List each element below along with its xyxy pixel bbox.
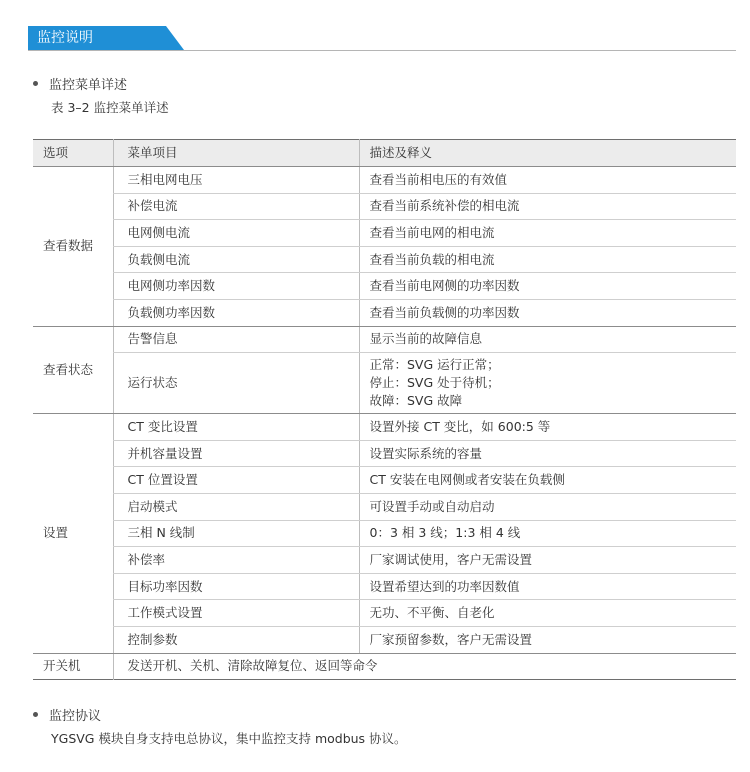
option-cell: 查看状态 xyxy=(33,326,113,414)
desc-line: 0：3 相 3 线；1:3 相 4 线 xyxy=(369,525,521,541)
section-header xyxy=(0,26,750,52)
menu-cell: 运行状态 xyxy=(113,353,359,414)
desc-cell xyxy=(359,299,736,326)
desc-line: 厂家调试使用，客户无需设置 xyxy=(369,551,533,567)
menu-cell: 补偿电流 xyxy=(113,193,359,220)
desc-line: 查看当前相电压的有效值 xyxy=(369,171,508,187)
menu-cell: 电网侧电流 xyxy=(113,220,359,247)
desc-cell xyxy=(359,353,736,414)
desc-cell xyxy=(359,493,736,520)
menu-cell: 负载侧电流 xyxy=(113,246,359,273)
table-row xyxy=(33,353,736,414)
menu-cell: 目标功率因数 xyxy=(113,573,359,600)
table-row xyxy=(33,167,736,194)
desc-cell xyxy=(359,440,736,467)
bullet-dot-icon xyxy=(33,81,38,86)
desc-line: 正常：SVG 运行正常； xyxy=(369,357,500,373)
desc-cell xyxy=(359,167,736,194)
desc-line: 查看当前负载侧的功率因数 xyxy=(369,304,520,320)
header-menu: 菜单项目 xyxy=(113,140,359,167)
desc-cell xyxy=(359,326,736,353)
menu-detail-table xyxy=(33,139,736,680)
menu-cell: 三相 N 线制 xyxy=(113,520,359,547)
desc-line: 无功、不平衡、自老化 xyxy=(369,605,495,621)
desc-line: 故障：SVG 故障 xyxy=(369,393,463,409)
desc-cell xyxy=(359,220,736,247)
desc-cell xyxy=(359,573,736,600)
table-row xyxy=(33,493,736,520)
desc-cell xyxy=(359,467,736,494)
table-row xyxy=(33,414,736,441)
protocol-text: YGSVG 模块自身支持电总协议，集中监控支持 modbus 协议。 xyxy=(51,731,407,746)
table-row xyxy=(33,246,736,273)
menu-cell: 启动模式 xyxy=(113,493,359,520)
table-row xyxy=(33,600,736,627)
table-header-row xyxy=(33,140,736,167)
menu-cell: CT 变比设置 xyxy=(113,414,359,441)
menu-cell: 工作模式设置 xyxy=(113,600,359,627)
menu-cell: 补偿率 xyxy=(113,547,359,574)
menu-detail-heading: 监控菜单详述 xyxy=(49,78,128,93)
table-row xyxy=(33,467,736,494)
desc-line: 设置实际系统的容量 xyxy=(369,445,483,461)
desc-cell xyxy=(359,246,736,273)
table-row xyxy=(33,626,736,653)
table-row xyxy=(33,326,736,353)
table-row xyxy=(33,220,736,247)
desc-line: 查看当前负载的相电流 xyxy=(369,251,495,267)
table-row xyxy=(33,299,736,326)
desc-line: CT 安装在电网侧或者安装在负载侧 xyxy=(369,472,565,488)
table-row xyxy=(33,653,736,680)
menu-cell: 电网侧功率因数 xyxy=(113,273,359,300)
header-desc: 描述及释义 xyxy=(359,140,736,167)
desc-line: 查看当前电网的相电流 xyxy=(369,224,495,240)
desc-line: 查看当前系统补偿的相电流 xyxy=(369,198,520,214)
menu-detail-bullet xyxy=(33,78,127,94)
switch-desc-cell: 发送开机、关机、清除故障复位、返回等命令 xyxy=(113,653,736,680)
table-caption: 表 3–2 监控菜单详述 xyxy=(51,100,169,115)
option-cell: 查看数据 xyxy=(33,167,113,327)
desc-cell xyxy=(359,520,736,547)
option-cell: 开关机 xyxy=(43,658,81,674)
menu-cell: 控制参数 xyxy=(113,626,359,653)
table-row xyxy=(33,273,736,300)
section-title: 监控说明 xyxy=(37,30,93,46)
protocol-heading: 监控协议 xyxy=(49,709,102,724)
header-divider xyxy=(28,50,736,51)
desc-line: 可设置手动或自动启动 xyxy=(369,498,495,514)
menu-cell: 并机容量设置 xyxy=(113,440,359,467)
desc-cell xyxy=(359,193,736,220)
header-option: 选项 xyxy=(33,140,113,167)
option-cell: 设置 xyxy=(33,414,113,653)
desc-cell xyxy=(359,273,736,300)
table-row xyxy=(33,547,736,574)
desc-cell xyxy=(359,600,736,627)
desc-cell xyxy=(359,414,736,441)
desc-cell xyxy=(359,626,736,653)
table-row xyxy=(33,520,736,547)
table-row xyxy=(33,573,736,600)
menu-cell: 告警信息 xyxy=(113,326,359,353)
table-row xyxy=(33,193,736,220)
menu-cell: CT 位置设置 xyxy=(113,467,359,494)
desc-cell xyxy=(359,547,736,574)
desc-line: 查看当前电网侧的功率因数 xyxy=(369,278,520,294)
menu-cell: 三相电网电压 xyxy=(113,167,359,194)
desc-line: 设置外接 CT 变比，如 600:5 等 xyxy=(369,418,551,434)
table-row xyxy=(33,440,736,467)
desc-line: 停止：SVG 处于待机； xyxy=(369,375,500,391)
desc-line: 厂家预留参数，客户无需设置 xyxy=(369,631,533,647)
protocol-bullet xyxy=(33,709,101,725)
bullet-dot-icon xyxy=(33,712,38,717)
desc-line: 显示当前的故障信息 xyxy=(369,331,483,347)
desc-line: 设置希望达到的功率因数值 xyxy=(369,578,520,594)
menu-cell: 负载侧功率因数 xyxy=(113,299,359,326)
